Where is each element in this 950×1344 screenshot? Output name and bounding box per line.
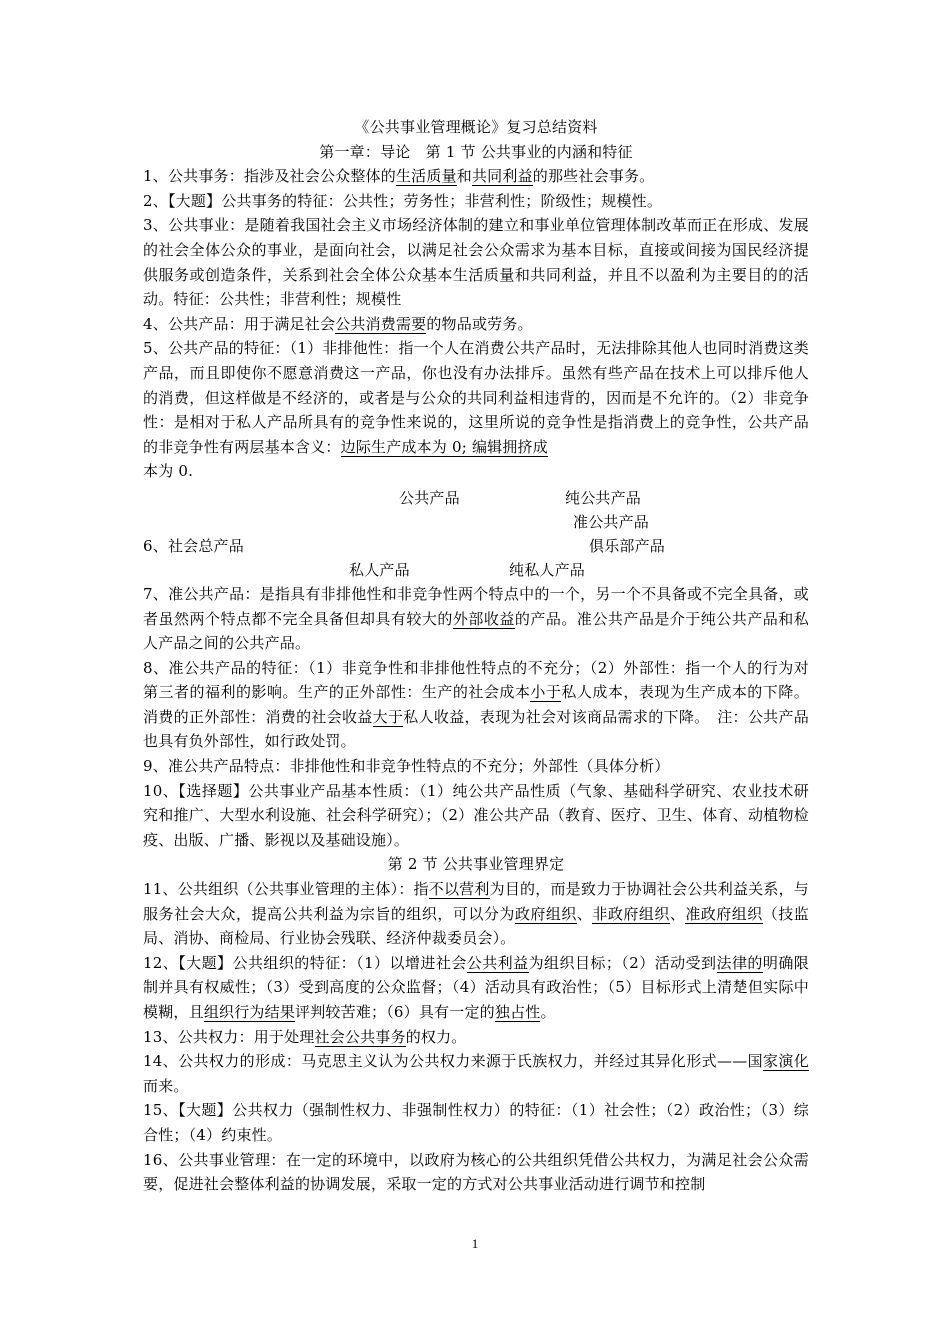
text: 的权力。 [405, 1027, 467, 1046]
text: 评判较苦难；（6）具有一定的 [295, 1003, 495, 1021]
text: 私人成本，表现为生产成本的下降。消费的正外部性：消费的社会收益 [143, 683, 809, 726]
label-public-product: 公共产品 [399, 488, 460, 507]
paragraph-12 [143, 951, 809, 1025]
text: 、 [576, 904, 593, 923]
paragraph-9: 9、准公共产品特点：非排他性和非竞争性特点的不充分；外部性（具体分析） [143, 757, 670, 776]
underlined-term: 准政府组织 [685, 904, 763, 923]
paragraph-16: 16、公共事业管理：在一定的环境中，以政府为核心的公共组织凭借公共权力，为满足社会公众需要，促进社会整体利益的协调发展，采取一定的方式对公共事业活动进行调节和控制 [143, 1150, 809, 1194]
paragraph-2: 2、【大题】公共事务的特征：公共性；劳务性；非营利性；阶级性；规模性。 [143, 191, 663, 210]
underlined-term: 家演化 [763, 1052, 809, 1071]
text: 12、【大题】公共组织的特征：（1）以增进社会 [143, 953, 467, 972]
paragraph-8 [143, 656, 809, 754]
underlined-term: 大于 [372, 707, 404, 726]
text: 13、公共权力：用于处理 [143, 1027, 315, 1046]
underlined-term: 法律的 [716, 953, 763, 972]
text: 5、公共产品的特征：（1）非排他性：指一个人在消费公共产品时，无法排除其他人也同时消费这类产品，而且即使你不愿意消费这一产品，你也没有办法排斥。虽然有些产品在技术上可以排斥他人的消费，但这样做是不经济的，或者是与公众的共同利益相违背的，因而是不允许的。（2）非竞争性：是相对于私人产品所具有的竞争性来说的，这里所说的竞争性是指消费上的竞争性，公共产品的非竞争性有两层基本含义： [143, 339, 809, 456]
underlined-term: 组织行为结果 [203, 1003, 296, 1021]
paragraph-4 [143, 312, 809, 337]
product-classification-diagram [143, 484, 809, 582]
underlined-term: 共同利益 [471, 167, 533, 186]
underlined-term: 公共消费需要 [335, 314, 427, 333]
document-title: 《公共事业管理概论》复习总结资料 [354, 118, 598, 136]
underlined-term: 生活质量 [395, 167, 457, 186]
text: 11、公共组织（公共事业管理的主体）：指 [143, 880, 429, 899]
label-pure-public-product: 纯公共产品 [565, 488, 642, 507]
text: 、 [669, 904, 686, 923]
paragraph-7 [143, 582, 809, 656]
text: 和 [456, 167, 472, 186]
chapter-heading: 第一章：导论 第 1 节 公共事业的内涵和特征 [319, 142, 633, 161]
text: 14、公共权力的形成：马克思主义认为公共权力来源于氏族权力，并经过其异化形式——国 [143, 1052, 763, 1071]
page-number: 1 [471, 1236, 479, 1251]
text: （技监局、消协、商检局、行业协会残联、经济仲裁委员会）。 [143, 904, 809, 948]
paragraph-15: 15、【大题】公共权力（强制性权力、非强制性权力）的特征：（1）社会性；（2）政治性；（3）综合性；（4）约束性。 [143, 1101, 809, 1144]
label-club-product: 俱乐部产品 [589, 536, 666, 555]
underlined-term: 政府组织 [514, 904, 577, 923]
text: 8、准公共产品的特征：（1）非竞争性和非排他性特点的不充分；（2）外部性：指一个人的行为对第三者的福利的影响。生产的正外部性：生产的社会成本 [143, 658, 809, 702]
paragraph-3: 3、公共事业：是随着我国社会主义市场经济体制的建立和事业单位管理体制改革而正在形成、发展的社会全体公众的事业，是面向社会，以满足社会公众需求为基本目标，直接或间接为国民经济提供服务或创造条件，关系到社会全体公众基本生活质量和共同利益，并且不以盈利为主要目的的活动。特征：公共性；非营利性；规模性 [143, 216, 809, 309]
underlined-term: 小于 [530, 683, 562, 702]
text: 为组织目标；（2）活动受到 [528, 953, 717, 972]
paragraph-10: 10、【选择题】公共事业产品基本性质：（1）纯公共产品性质（气象、基础科学研究、农业技术研究和推广、大型水利设施、社会科学研究）；（2）准公共产品（教育、医疗、卫生、体育、动植物检疫、出版、广播、影视以及基础设施）。 [143, 781, 809, 849]
paragraph-13 [143, 1025, 809, 1050]
text: 为目的，而是致力于协调社会公共利益关系，与服务社会大众，提高公共利益为宗旨的组织，可以分为 [143, 880, 809, 923]
paragraph-14 [143, 1049, 809, 1098]
text: 私人收益，表现为社会对该商品需求的下降。 注：公共产品也具有负外部性，如行政处罚。 [143, 707, 809, 751]
text: 本为 0. [143, 462, 194, 481]
text: 7、准公共产品：是指具有非排他性和非竞争性两个特点中的一个，另一个不具备或不完全具备，或者虽然两个特点都不完全具备但却具有较大的 [143, 584, 809, 628]
document-body [143, 115, 809, 1197]
underlined-term: 独占性 [494, 1003, 541, 1021]
underlined-term: 公共利益 [466, 953, 529, 972]
text: 的那些社会事务。 [532, 167, 655, 186]
text: 而来。 [143, 1076, 189, 1095]
text: 1、公共事务：指涉及社会公众整体的 [143, 167, 396, 186]
underlined-term: 边际生产成本为 0; 编辑拥挤成 [340, 437, 548, 456]
label-quasi-public-product: 准公共产品 [573, 512, 650, 531]
label-private-product: 私人产品 [349, 560, 410, 579]
section-heading: 第 2 节 公共事业管理界定 [387, 855, 565, 874]
paragraph-5 [143, 336, 809, 484]
text: 的物品或劳务。 [426, 314, 533, 333]
paragraph-11 [143, 877, 809, 951]
underlined-term: 社会公共事务 [314, 1027, 406, 1046]
paragraph-1 [143, 164, 809, 189]
text: 。 [540, 1003, 556, 1021]
label-pure-private-product: 纯私人产品 [509, 560, 586, 579]
underlined-term: 非政府组织 [592, 904, 670, 923]
underlined-term: 不以营利 [428, 880, 490, 899]
text: 明确限制并具有权威性；（3）受到高度的公众监督；（4）活动具有政治性；（5）目标形式上清楚但实际中模糊，且 [143, 953, 809, 1021]
underlined-term: 外部收益 [452, 609, 515, 628]
text: 4、公共产品：用于满足社会 [143, 314, 336, 333]
label-total-social-product: 6、社会总产品 [143, 536, 244, 555]
text: 的产品。准公共产品是介于纯公共产品和私人产品之间的公共产品。 [143, 609, 809, 653]
